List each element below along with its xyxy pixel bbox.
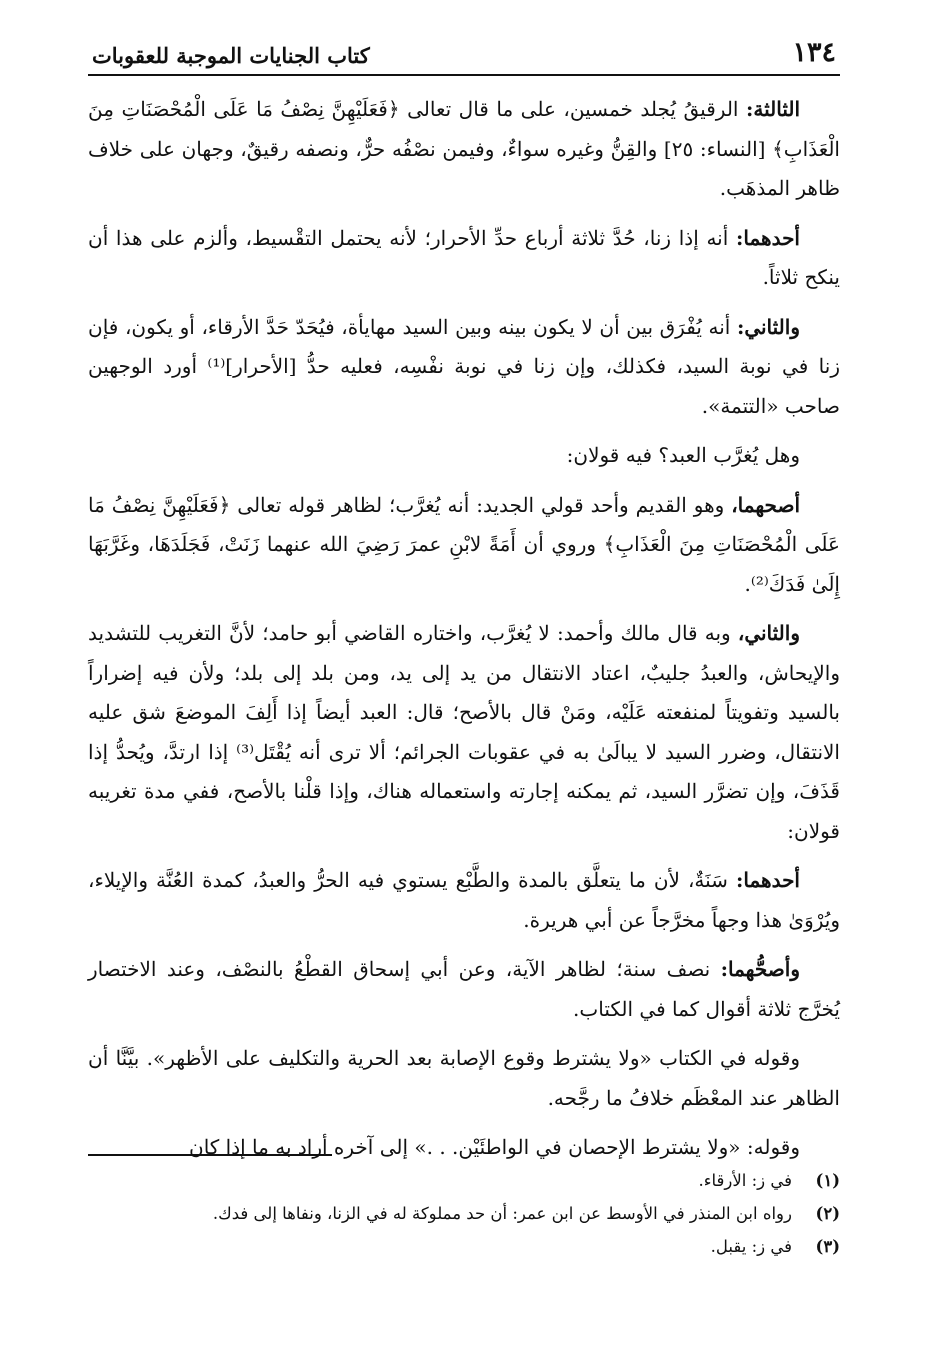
footnote-number: (٣): [815, 1237, 840, 1256]
footnote: [88, 1197, 840, 1230]
footnote-text: في ز: الأرقاء.: [698, 1171, 792, 1190]
paragraph-lead: أحدهما:: [735, 868, 800, 892]
paragraph-text: أنه إذا زنا، حُدَّ ثلاثة أرباع حدِّ الأحرار؛ لأنه يحتمل التقْسيط، وألزم على هذا أن ينكح ثلاثاً.: [88, 225, 840, 289]
paragraph: [88, 614, 840, 851]
paragraph-lead: والثاني:: [736, 314, 800, 339]
paragraph-text: نصف سنة؛ لظاهر الآية، وعن أبي إسحاق القطْعُ بالنصْف، وعند الاختصار يُخرَّج ثلاثة أقوال كما في الكتاب.: [88, 957, 840, 1021]
footnotes: [88, 1164, 840, 1263]
page-number: ١٣٤: [792, 37, 836, 68]
book-page: [88, 30, 840, 1178]
paragraph: [88, 950, 840, 1029]
paragraph-text: وهو القديم وأحد قولي الجديد: أنه يُغرَّب؛ لظاهر قوله تعالى ﴿فَعَلَيْهِنَّ نِصْفُ مَا عَلَى الْمُحْصَنَاتِ مِنَ الْعَذَابِ﴾ وروي أن أَمَةً لابْنِ عمرَ رَضِيَ الله عنهما زَنَتْ، فَجَلَدَهَا، وغَرَّبَهَا إِلَىٰ فَدَكَ⁽²⁾.: [88, 492, 840, 596]
paragraph: [88, 308, 840, 427]
paragraph-text: أنه يُفْرَق بين أن لا يكون بينه وبين السيد مهايأة، فيُحَدّ حَدَّ الأرقاء، أو يكون، فإن زنا في نوبة السيد، فكذلك، وإن زنا في نوبة نفْسِه، فعليه حدُّ [الأحرار]⁽¹⁾ أورد الوجهين صاحب «التتمة».: [88, 314, 840, 418]
paragraph-text: الرقيقُ يُجلد خمسين، على ما قال تعالى ﴿فَعَلَيْهِنَّ نِصْفُ مَا عَلَى الْمُحْصَنَاتِ مِنَ الْعَذَابِ﴾ [النساء: ٢٥] والقِنُّ وغيره سواءٌ، وفيمن نصْفُه حرٌّ، ونصفه رقيقٌ، وجهان على خلاف ظاهر المذهَب.: [88, 97, 840, 200]
paragraph-text: وهل يُغرَّب العبد؟ فيه قولان:: [566, 443, 800, 467]
paragraph-text: وقوله في الكتاب «ولا يشترط وقوع الإصابة بعد الحرية والتكليف على الأظهر». بيَّنَّا أن الظاهر عند المعْظَم خلافُ ما رجَّحه.: [88, 1046, 840, 1110]
paragraph-text: وبه قال مالك وأحمد: لا يُغرَّب، واختاره القاضي أبو حامد؛ لأنَّ التغريب للتشديد والإيحاش، والعبدُ جليبٌ، اعتاد الانتقال من يد إلى يد، ومن بلد إلى بلد؛ ولأن فيه إضراراً بالسيد وتفويتاً لمنفعته عَلَيْه، ومَنْ قال بالأصح؛ قال: العبد أيضاً إذا أَلِفَ الموضعَ شق عليه الانتقال، وضرر السيد لا يبالَىٰ به في عقوبات الجرائم؛ ألا ترى أنه يُقْتَل⁽³⁾ إذا ارتدَّ، ويُحدُّ إذا قَذَفَ، وإن تضرَّر السيد، ثم يمكنه إجارته واستعماله هناك، وإذا قلْنا بالأصح، ففي مدة تغريبه قولان:: [88, 621, 840, 843]
paragraph-lead: وأصحُّهما:: [720, 957, 800, 981]
paragraph-lead: أصحهما،: [731, 492, 800, 517]
footnote-text: في ز: يقبل.: [710, 1237, 792, 1256]
paragraph-lead: والثاني،: [737, 621, 800, 645]
footnote-number: (١): [815, 1171, 840, 1190]
paragraph: [88, 219, 840, 298]
paragraph: [88, 1128, 840, 1168]
footnote-text: رواه ابن المنذر في الأوسط عن ابن عمر: أن حد مملوكة له في الزنا، ونفاها إلى فدك.: [212, 1204, 792, 1223]
paragraph: [88, 436, 840, 476]
paragraph: [88, 1039, 840, 1118]
paragraph: [88, 90, 840, 209]
paragraph-text: وقوله: «ولا يشترط الإحصان في الواطئَيْن. . .» إلى آخره أراد به ما إذا كان: [189, 1135, 800, 1159]
footnote: [88, 1164, 840, 1197]
page-header: [88, 30, 840, 76]
main-text: [88, 90, 840, 1168]
paragraph-text: سَنَةٌ، لأن ما يتعلَّق بالمدة والطَّبْع يستوي فيه الحرُّ والعبدُ، كمدة العُنَّة والإيلاء، ويُرْوَىٰ هذا وجهاً مخرَّجاً عن أبي هريرة.: [88, 868, 840, 932]
footnote-separator: [88, 1154, 332, 1156]
footnote: [88, 1230, 840, 1263]
paragraph-lead: الثالثة:: [745, 97, 800, 121]
paragraph-lead: أحدهما:: [735, 225, 800, 250]
paragraph: [88, 486, 840, 605]
footnote-number: (٢): [815, 1204, 840, 1223]
running-title: كتاب الجنايات الموجبة للعقوبات: [92, 43, 370, 68]
paragraph: [88, 861, 840, 940]
